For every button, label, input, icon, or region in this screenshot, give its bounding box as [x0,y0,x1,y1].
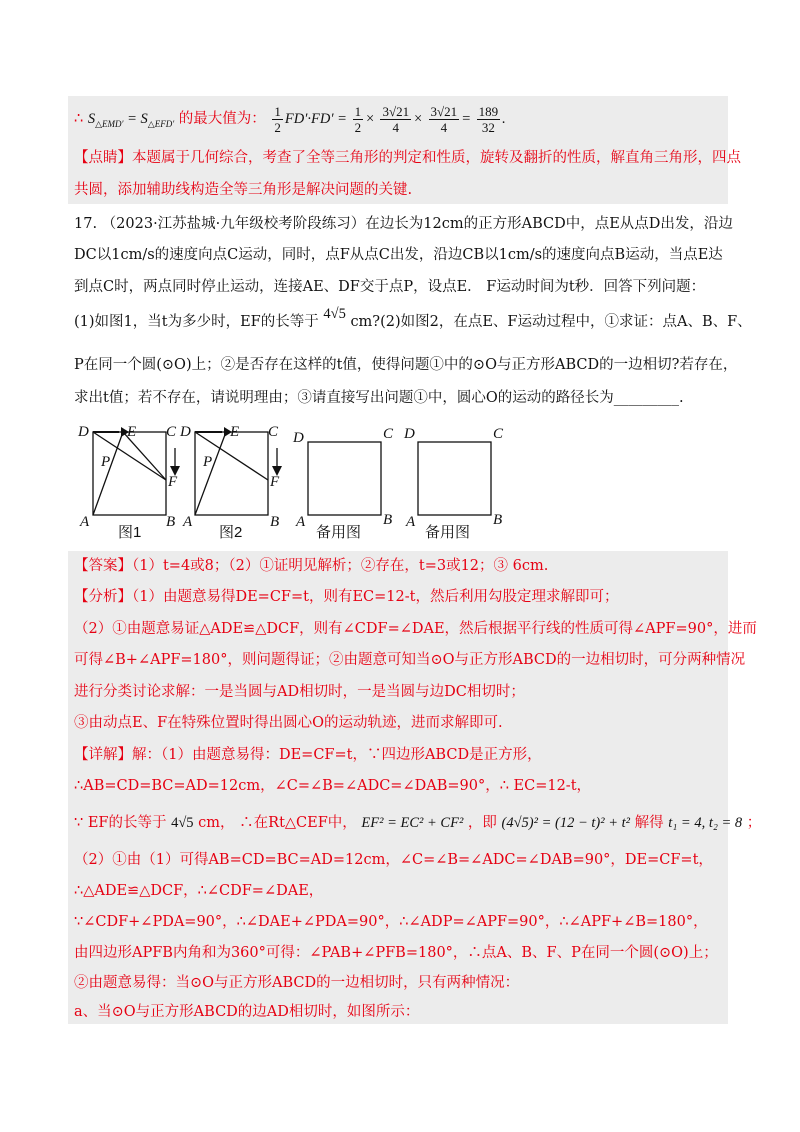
fig4-label-c: C [493,426,504,442]
fig1-label-d: D [78,424,89,440]
answer-label: 【答案】 [74,558,132,574]
fig2-label-a: A [183,514,193,530]
comment-line-1 [74,148,741,168]
detail-text-3b: cm， [198,815,235,831]
fig2-label-e: E [230,424,240,440]
fig1-label-b: B [166,514,176,530]
max-value-text: 的最大值为： [178,111,266,127]
fig4-caption: 备用图 [425,524,471,541]
fig1-label-f: F [168,474,178,490]
fig1-label-p: P [101,454,111,470]
detail-text-3e: 解得 [634,815,664,831]
fig3-label-b: B [383,512,393,528]
comment-line-2: 共圆，添加辅助线构造全等三角形是解决问题的关键. [74,182,413,198]
problem-line-5: P在同一个圆(⊙O)上；②是否存在这样的t值，使得问题①中的⊙O与正方形ABCD的一边相切?若存在， [74,357,738,373]
detail-solution-math: t₁ = 4, t₂ = 8 [668,815,743,831]
fig4-square [418,442,491,515]
problem-line-3: 到点C时，两点同时停止运动，连接AE、DF交于点P，设点E． F运动时间为t秒．回答下列问题： [74,279,706,295]
detail-equation-math: (4√5)² = (12 − t)² + t² [501,815,630,831]
detail-pythagoras-math: EF² = EC² + CF² [361,815,464,831]
problem-text-4a: (1)如图1，当t为多少时，EF的长等于 [74,314,319,330]
fig4-label-d: D [404,426,415,442]
problem-text-4b: cm?(2)如图2，在点E、F运动过程中，①求证：点A、B、F、 [350,314,752,330]
max-value-line [74,102,506,136]
fig3-caption: 备用图 [316,524,362,541]
problem-number: 17. [74,216,98,232]
detail-line-2: ∴AB=CD=BC=AD=12cm，∠C=∠B=∠ADC=∠DAB=90°，∴ EC=12-t， [74,778,592,794]
detail-text-1: 解：（1）由题意易得：DE=CF=t，∵四边形ABCD是正方形， [132,747,542,763]
fig2-label-b: B [270,514,280,530]
comment-label: 【点睛】 [74,150,132,166]
ef-length-math: 4√5 [323,306,346,322]
fig3-label-a: A [296,514,306,530]
problem-text-1: （2023·江苏盐城·九年级校考阶段练习）在边长为12cm的正方形ABCD中，点E从点D出发，沿边 [101,216,733,232]
analysis-line-2: （2）①由题意易证△ADE≌△DCF，则有∠CDF=∠DAE，然后根据平行线的性质可得∠APF=90°，进而 [74,621,757,637]
detail-line-8: ②由题意易得：当⊙O与正方形ABCD的一边相切时，只有两种情况： [74,975,520,991]
fig4-label-a: A [406,514,416,530]
max-value-math: $\frac{1}{2}$ FD′·FD′ = $\frac{1}{2}$ × $\frac{3√21}{4}$ × $\frac{3√21}{4}$ = $\frac{189}{32}$ . [274,104,506,136]
problem-line-1 [74,214,733,234]
problem-line-6: 求出t值；若不存在，请说明理由；③请直接写出问题①中，圆心O的运动的路径长为_________. [74,390,684,406]
fig3-square [308,442,381,515]
analysis-label: 【分析】 [74,589,132,605]
detail-line-1 [74,745,542,765]
fig1-label-e: E [127,424,137,440]
analysis-line-4: 进行分类讨论求解：一是当圆与AD相切时，一是当圆与边DC相切时； [74,684,525,700]
figures-svg [0,420,800,550]
detail-text-3a: ∵ EF的长等于 [74,815,167,831]
detail-line-4: （2）①由（1）可得AB=CD=BC=AD=12cm，∠C=∠B=∠ADC=∠DAB=90°，DE=CF=t， [74,852,713,868]
detail-line-7: 由四边形APFB内角和为360°可得：∠PAB+∠PFB=180°，∴点A、B、F、P在同一个圆(⊙O)上； [74,945,718,961]
fig3-label-c: C [383,426,394,442]
detail-label: 【详解】 [74,747,132,763]
fig2-label-f: F [270,474,280,490]
detail-ef-math: 4√5 [171,815,194,831]
analysis-line-1 [74,587,618,607]
fig2-line-ae [195,432,226,515]
fig3-label-d: D [293,430,304,446]
therefore-symbol: ∴ [74,111,84,127]
analysis-line-5: ③由动点E、F在特殊位置时得出圆心O的运动轨迹，进而求解即可. [74,715,503,731]
analysis-text-1: （1）由题意易得DE=CF=t，则有EC=12-t，然后利用勾股定理求解即可； [132,589,619,605]
fig2-label-p: P [203,454,213,470]
fig4-label-b: B [493,512,503,528]
fig1-label-a: A [80,514,90,530]
detail-text-3c: ∴在Rt△CEF中， [239,815,357,831]
fig1-label-c: C [166,424,177,440]
detail-text-3f: ； [746,815,762,831]
comment-text-1: 本题属于几何综合，考查了全等三角形的判定和性质，旋转及翻折的性质，解直角三角形，四点 [132,150,741,166]
fig1-caption: 图1 [118,524,142,541]
answer-line [74,556,548,576]
detail-line-5: ∴△ADE≌△DCF，∴∠CDF=∠DAE， [74,883,324,899]
problem-line-2: DC以1cm/s的速度向点C运动，同时，点F从点C出发，沿边CB以1cm/s的速度向点B运动，当点E达 [74,247,723,263]
answer-text: （1）t=4或8；（2）①证明见解析；②存在，t=3或12；③ 6cm. [132,558,549,574]
detail-text-3d: ，即 [467,815,497,831]
fig2-label-d: D [180,424,191,440]
fig2-label-c: C [268,424,279,440]
fig1-line-ae [93,432,123,515]
detail-line-3 [74,810,761,836]
detail-line-9: a、当⊙O与正方形ABCD的边AD相切时，如图所示： [74,1004,420,1020]
fig2-caption: 图2 [219,524,243,541]
analysis-line-3: 可得∠B+∠APF=180°，则问题得证；②由题意可知当⊙O与正方形ABCD的一边相切时，可分两种情况 [74,652,746,668]
problem-line-4 [74,306,752,332]
area-equality: $S_{\triangle EMD'} = S_{\triangle EFD'}$ [87,111,175,129]
detail-line-6: ∵∠CDF+∠PDA=90°，∴∠DAE+∠PDA=90°，∴∠ADP=∠APF=90°，∴∠APF+∠B=180°， [74,914,708,930]
